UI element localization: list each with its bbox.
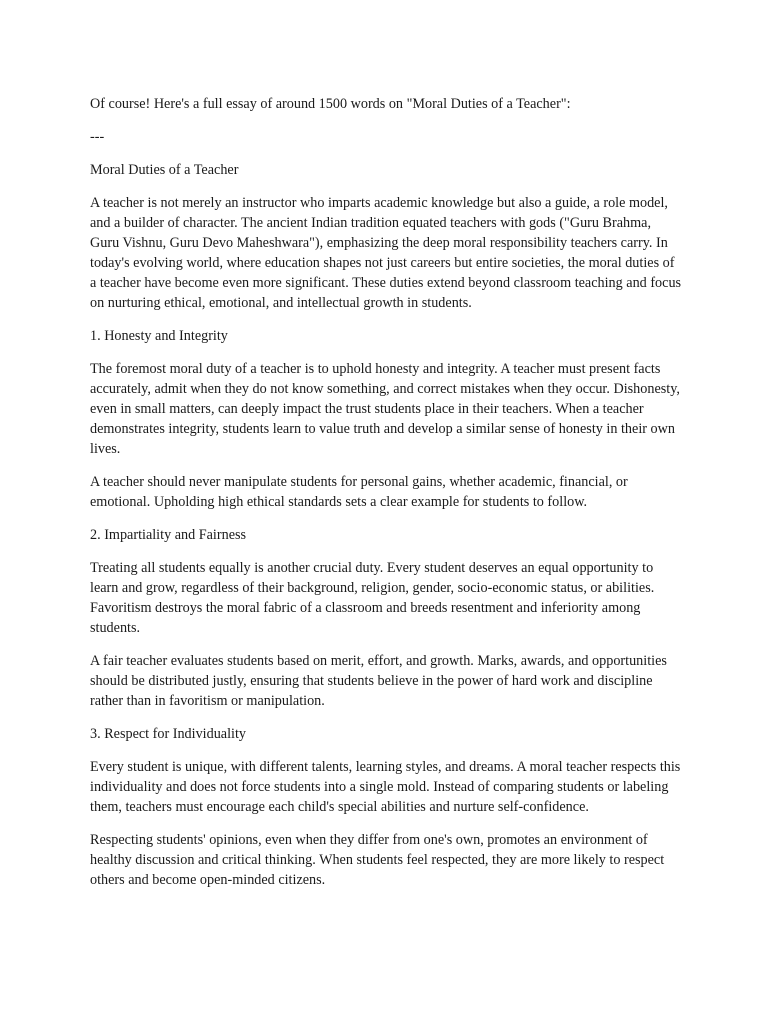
- essay-title: Moral Duties of a Teacher: [90, 162, 239, 178]
- intro-text: Of course! Here's a full essay of around 1500 words on "Moral Duties of a Teacher":: [90, 96, 571, 112]
- separator: ---: [90, 129, 105, 145]
- section-heading-individuality: 3. Respect for Individuality: [90, 726, 247, 742]
- section-paragraph: Treating all students equally is another crucial duty. Every student deserves an equal opportunity to learn and grow, regardless of their background, religion, gender, socio-economic status, or abilities. Favoritism destroys the moral fabric of a classroom and breeds resentment and inferiority among students.: [90, 560, 655, 636]
- opening-paragraph: A teacher is not merely an instructor who imparts academic knowledge but also a guide, a role model, and a builder of character. The ancient Indian tradition equated teachers with gods ("Guru Brahma, Guru Vishnu, Guru Devo Maheshwara"), emphasizing the deep moral responsibility teachers carry. In today's evolving world, where education shapes not just careers but entire societies, the moral duties of a teacher have become even more significant. These duties extend beyond classroom teaching and focus on nurturing ethical, emotional, and intellectual growth in students.: [90, 195, 682, 311]
- section-paragraph: The foremost moral duty of a teacher is to uphold honesty and integrity. A teacher must present facts accurately, admit when they do not know something, and correct mistakes when they occur. Dishonesty, even in small matters, can deeply impact the trust students place in their teachers. When a teacher demonstrates integrity, students learn to value truth and develop a similar sense of honesty in their own lives.: [90, 361, 680, 457]
- section-paragraph: A fair teacher evaluates students based on merit, effort, and growth. Marks, awards, and opportunities should be distributed justly, ensuring that students believe in the power of hard work and discipline rather than in favoritism or manipulation.: [90, 653, 667, 709]
- section-paragraph: Respecting students' opinions, even when they differ from one's own, promotes an environment of healthy discussion and critical thinking. When students feel respected, they are more likely to respect others and become open-minded citizens.: [90, 832, 665, 888]
- document-page: [90, 94, 682, 903]
- section-paragraph: A teacher should never manipulate students for personal gains, whether academic, financial, or emotional. Upholding high ethical standards sets a clear example for students to follow.: [90, 474, 628, 510]
- section-paragraph: Every student is unique, with different talents, learning styles, and dreams. A moral teacher respects this individuality and does not force students into a single mold. Instead of comparing students or labeling them, teachers must encourage each child's special abilities and nurture self-confidence.: [90, 759, 681, 815]
- section-heading-honesty: 1. Honesty and Integrity: [90, 328, 228, 344]
- section-heading-fairness: 2. Impartiality and Fairness: [90, 527, 247, 543]
